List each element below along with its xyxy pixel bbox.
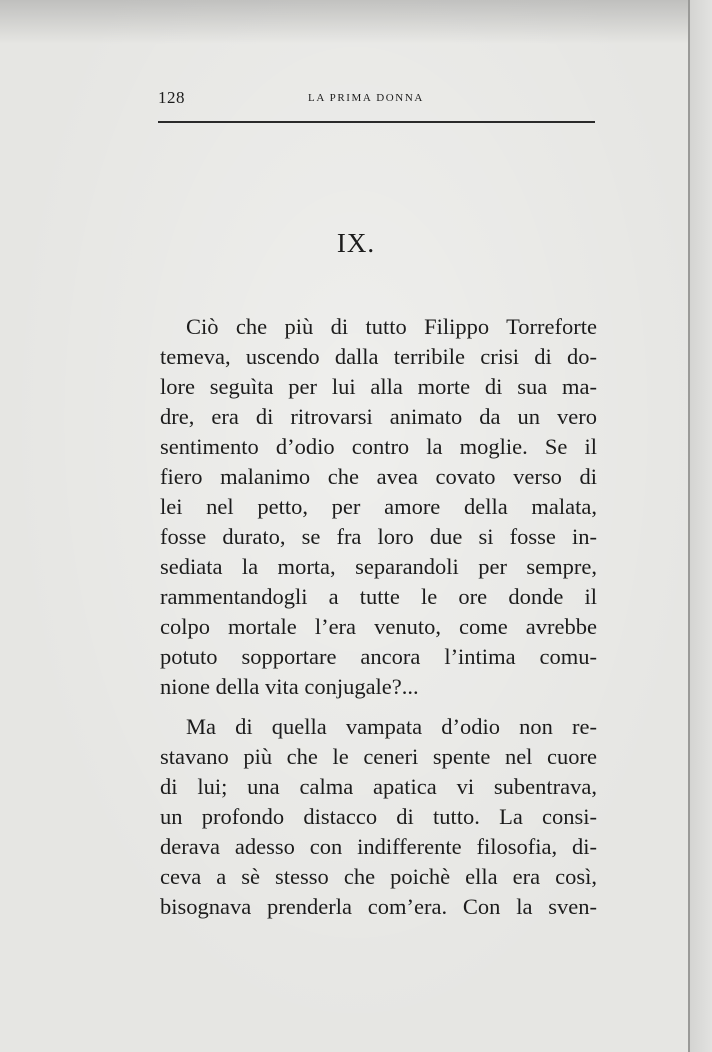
page-number: 128 bbox=[158, 88, 185, 107]
chapter-heading: IX. bbox=[336, 228, 376, 258]
text-line: rammentandogli a tutte le ore donde il bbox=[160, 584, 597, 609]
text-line: lei nel petto, per amore della malata, bbox=[160, 494, 597, 519]
text-line: temeva, uscendo dalla terribile crisi di do- bbox=[160, 344, 597, 369]
text-line: Ma di quella vampata d’odio non re- bbox=[186, 714, 597, 739]
page-edge bbox=[688, 0, 690, 1052]
text-line: potuto sopportare ancora l’intima comu- bbox=[160, 644, 597, 669]
text-line: bisognava prenderla com’era. Con la sven- bbox=[160, 894, 597, 919]
text-line: colpo mortale l’era venuto, come avrebbe bbox=[160, 614, 597, 639]
text-line: ceva a sè stesso che poichè ella era così, bbox=[160, 864, 597, 889]
text-line: sediata la morta, separandoli per sempre, bbox=[160, 554, 597, 579]
scan-shadow bbox=[0, 0, 712, 44]
text-line: derava adesso con indifferente filosofia, di- bbox=[160, 834, 597, 859]
text-line: di lui; una calma apatica vi subentrava, bbox=[160, 774, 597, 799]
text-line: fiero malanimo che avea covato verso di bbox=[160, 464, 597, 489]
page-header bbox=[158, 88, 595, 112]
text-line: stavano più che le ceneri spente nel cuore bbox=[160, 744, 597, 769]
text-line: un profondo distacco di tutto. La consi- bbox=[160, 804, 597, 829]
text-line: Ciò che più di tutto Filippo Torreforte bbox=[186, 314, 597, 339]
text-line: dre, era di ritrovarsi animato da un vero bbox=[160, 404, 597, 429]
page-margin-strip bbox=[690, 0, 712, 1052]
running-head: LA PRIMA DONNA bbox=[308, 92, 424, 104]
text-line: nione della vita conjugale?... bbox=[160, 674, 419, 699]
text-line: fosse durato, se fra loro due si fosse in- bbox=[160, 524, 597, 549]
header-rule bbox=[158, 121, 595, 123]
text-line: sentimento d’odio contro la moglie. Se il bbox=[160, 434, 597, 459]
text-line: lore seguìta per lui alla morte di sua ma- bbox=[160, 374, 597, 399]
